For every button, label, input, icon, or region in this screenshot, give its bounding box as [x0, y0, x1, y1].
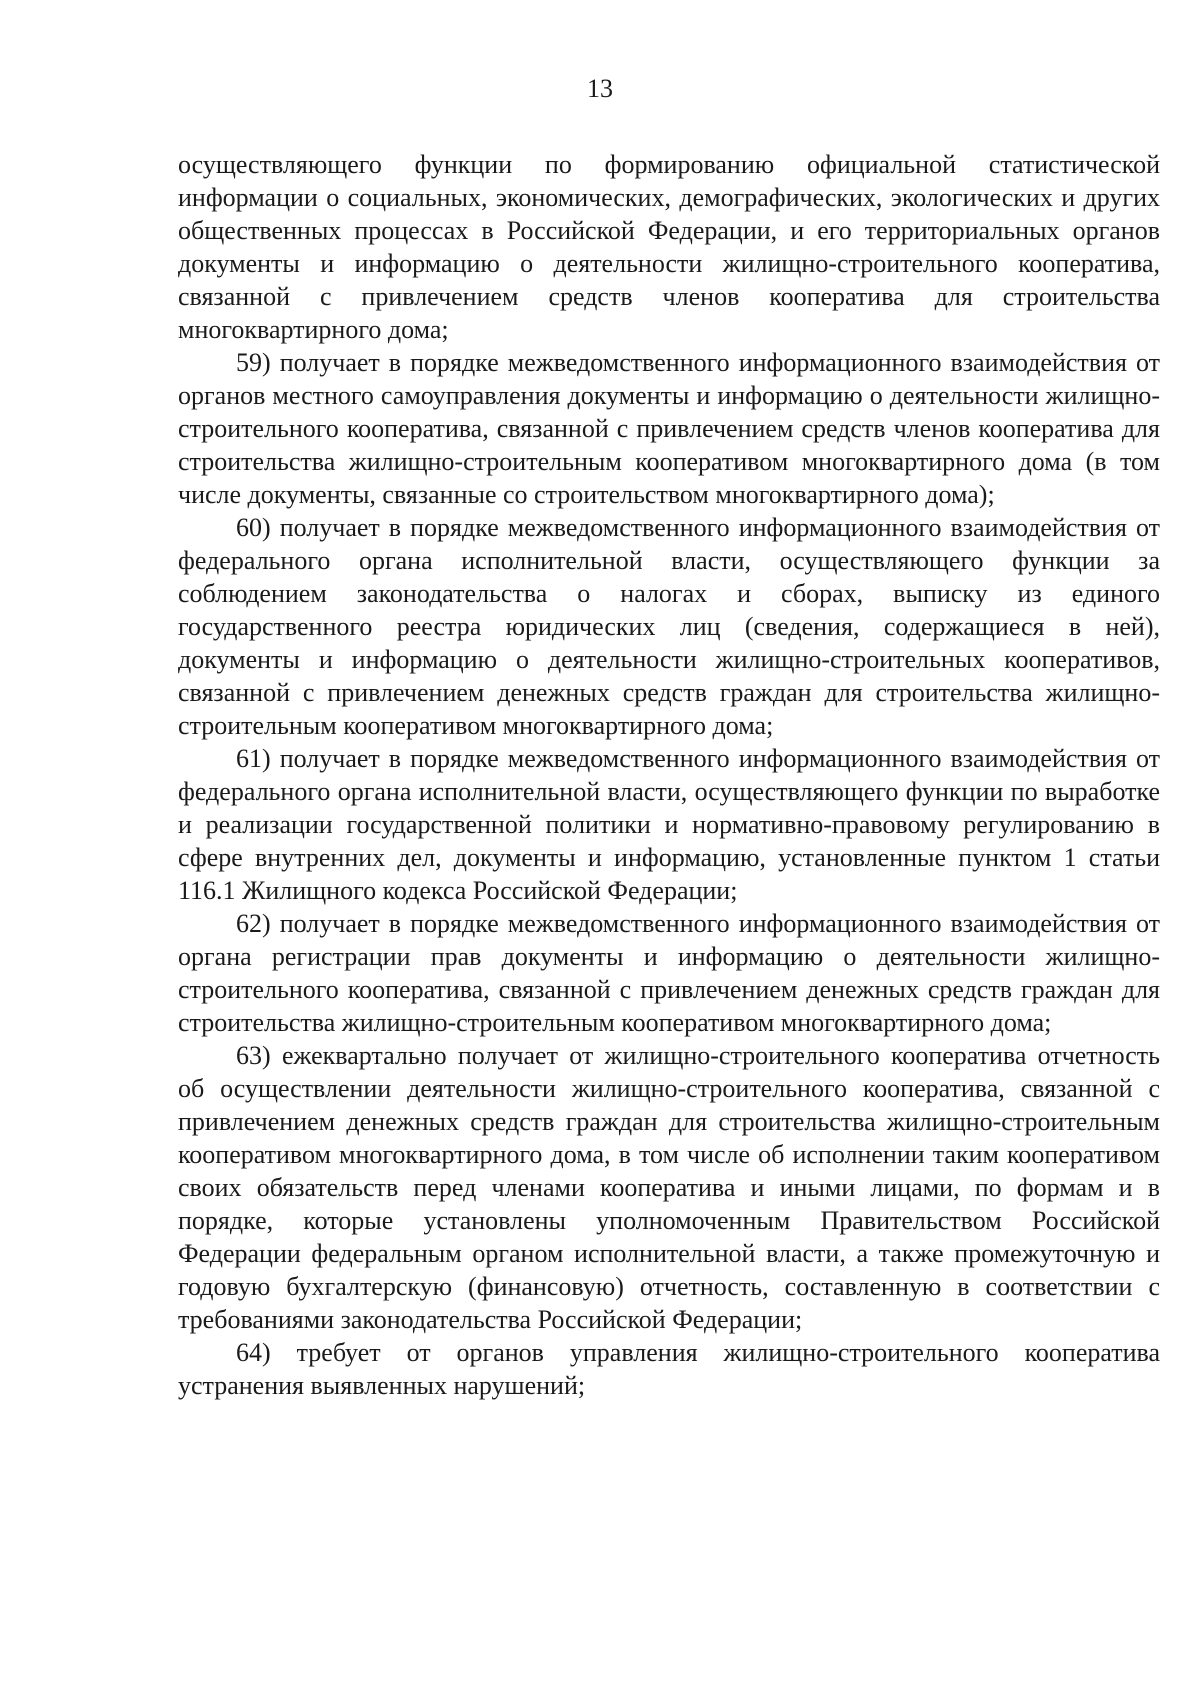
paragraph-item-64: 64) требует от органов управления жилищно-строительного кооператива устранения выявленных нарушений; [178, 1338, 1160, 1400]
paragraph-item-61: 61) получает в порядке межведомственного информационного взаимодействия от федерального органа исполнительной власти, осуществляющего функции по выработке и реализации государственной политики и нормативно-правовому регулированию в сфере внутренних дел, документы и информацию, установленные пунктом 1 статьи 116.1 Жилищного кодекса Российской Федерации; [178, 744, 1160, 905]
paragraph-item-60: 60) получает в порядке межведомственного информационного взаимодействия от федерального органа исполнительной власти, осуществляющего функции за соблюдением законодательства о налогах и сборах, выписку из единого государственного реестра юридических лиц (сведения, содержащиеся в ней), документы и информацию о деятельности жилищно-строительных кооперативов, связанной с привлечением денежных средств граждан для строительства жилищно-строительным кооперативом многоквартирного дома; [178, 513, 1160, 740]
paragraph-continuation: осуществляющего функции по формированию официальной статистической информации о социальных, экономических, демографических, экологических и других общественных процессах в Российской Федерации, и его территориальных органов документы и информацию о деятельности жилищно-строительного кооператива, связанной с привлечением средств членов кооператива для строительства многоквартирного дома; [178, 150, 1160, 344]
document-body [178, 148, 1160, 1402]
paragraph-item-59: 59) получает в порядке межведомственного информационного взаимодействия от органов местного самоуправления документы и информацию о деятельности жилищно-строительного кооператива, связанной с привлечением средств членов кооператива для строительства жилищно-строительным кооперативом многоквартирного дома (в том числе документы, связанные со строительством многоквартирного дома); [178, 348, 1160, 509]
paragraph-item-62: 62) получает в порядке межведомственного информационного взаимодействия от органа регистрации прав документы и информацию о деятельности жилищно-строительного кооператива, связанной с привлечением денежных средств граждан для строительства жилищно-строительным кооперативом многоквартирного дома; [178, 909, 1160, 1037]
page-number: 13 [587, 74, 613, 103]
paragraph-item-63: 63) ежеквартально получает от жилищно-строительного кооператива отчетность об осуществлении деятельности жилищно-строительного кооператива, связанной с привлечением денежных средств граждан для строительства жилищно-строительным кооперативом многоквартирного дома, в том числе об исполнении таким кооперативом своих обязательств перед членами кооператива и иными лицами, по формам и в порядке, которые установлены уполномоченным Правительством Российской Федерации федеральным органом исполнительной власти, а также промежуточную и годовую бухгалтерскую (финансовую) отчетность, составленную в соответствии с требованиями законодательства Российской Федерации; [178, 1041, 1160, 1334]
